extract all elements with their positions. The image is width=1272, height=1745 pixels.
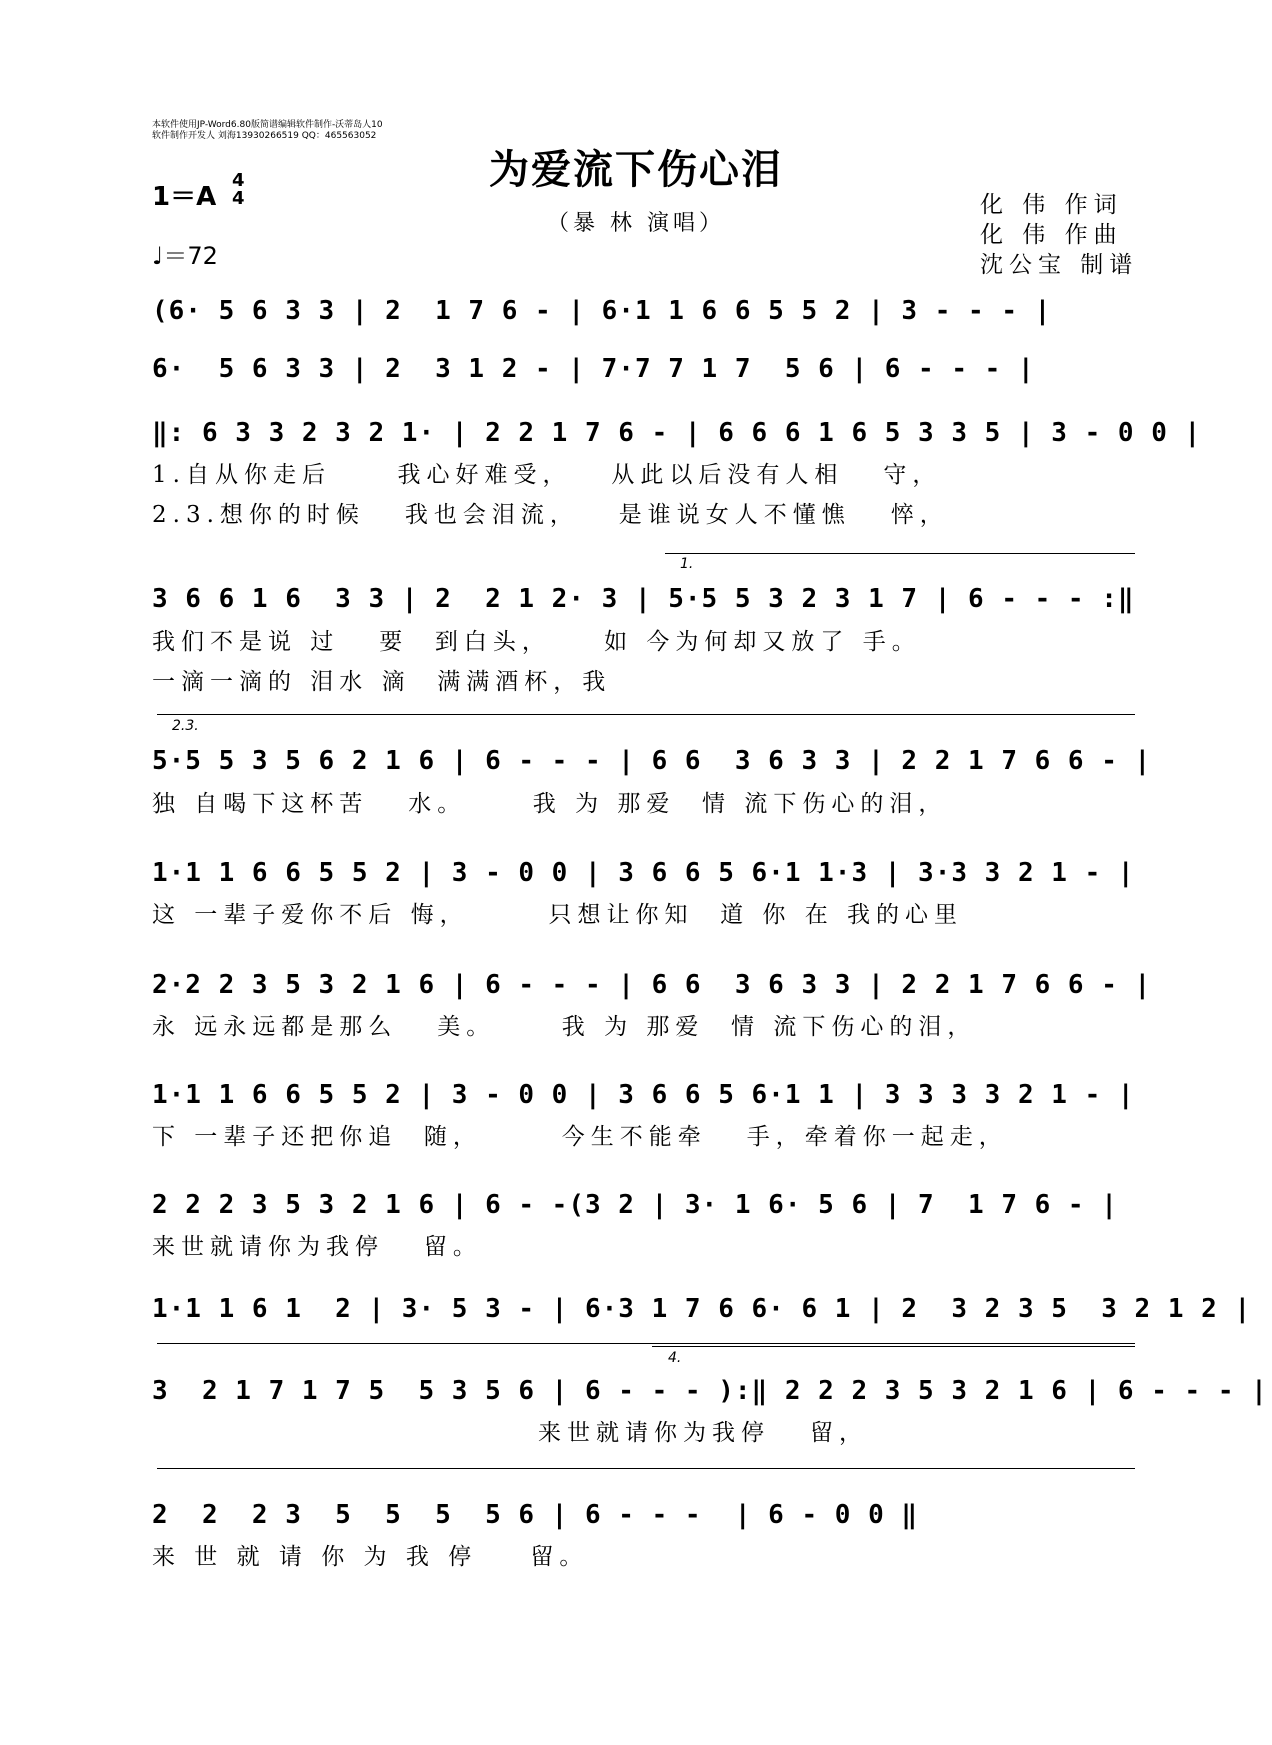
score-line-1: (6· 5 6 3 3 | 2 1 7 6 - | 6·1 1 6 6 5 5 2 | 3 - - - |	[152, 296, 1052, 326]
volta-label-1: 1.	[680, 556, 694, 572]
lyric-line-6: 这 一辈子爱你不后 悔， 只想让你知 道 你 在 我的心里	[152, 902, 964, 928]
meter-bottom: 4	[232, 188, 245, 209]
volta-label-4: 4.	[668, 1350, 682, 1366]
lyric-line-12: 来 世 就 请 你 为 我 停 留。	[152, 1544, 589, 1570]
volta-label-2: 2.3.	[172, 718, 199, 734]
lyric-line-11: 来世就请你为我停 留，	[152, 1420, 868, 1446]
lyric-line-7: 永 远永远都是那么 美。 我 为 那爱 情 流下伤心的泪，	[152, 1014, 977, 1040]
tempo-marking: ♩＝72	[152, 242, 218, 270]
composer-credit: 化 伟 作曲	[980, 222, 1123, 248]
lyric-line-4b: 一滴一滴的 泪水 滴 满满酒杯，我	[152, 669, 612, 695]
score-line-6: 1·1 1 6 6 5 5 2 | 3 - 0 0 | 3 6 6 5 6·1 1·3 | 3·3 3 2 1 - |	[152, 858, 1135, 888]
score-line-5: 5·5 5 3 5 6 2 1 6 | 6 - - - | 6 6 3 6 3 3 | 2 2 1 7 6 6 - |	[152, 746, 1152, 776]
coda-bracket	[157, 1468, 1135, 1469]
score-line-8: 1·1 1 6 6 5 5 2 | 3 - 0 0 | 3 6 6 5 6·1 1 | 3 3 3 3 2 1 - |	[152, 1080, 1135, 1110]
time-signature	[232, 172, 245, 208]
score-line-4: 3 6 6 1 6 3 3 | 2 2 1 2· 3 | 5·5 5 3 2 3 1 7 | 6 - - - :‖	[152, 584, 1135, 614]
score-line-7: 2·2 2 3 5 3 2 1 6 | 6 - - - | 6 6 3 6 3 3 | 2 2 1 7 6 6 - |	[152, 970, 1152, 1000]
score-line-2: 6· 5 6 3 3 | 2 3 1 2 - | 7·7 7 1 7 5 6 | 6 - - - |	[152, 354, 1035, 384]
score-line-10: 1·1 1 6 1 2 | 3· 5 3 - | 6·3 1 7 6 6· 6 1 | 2 3 2 3 5 3 2 1 2 |	[152, 1294, 1252, 1324]
score-line-11: 3 2 1 7 1 7 5 5 3 5 6 | 6 - - - ):‖ 2 2 2 3 5 3 2 1 6 | 6 - - - |	[152, 1376, 1268, 1406]
song-title: 为爱流下伤心泪	[489, 147, 783, 193]
lyricist-credit: 化 伟 作词	[980, 192, 1123, 218]
volta-bracket-2	[157, 714, 1135, 715]
lyric-line-4a: 我们不是说 过 要 到白头， 如 今为何却又放了 手。	[152, 629, 921, 655]
lyric-line-8: 下 一辈子还把你追 随， 今生不能牵 手，牵着你一起走，	[152, 1124, 1008, 1150]
lyric-line-3b: 2.3.想你的时候 我也会泪流， 是谁说女人不懂憔 悴，	[152, 502, 949, 528]
score-line-3: ‖: 6 3 3 2 3 2 1· | 2 2 1 7 6 - | 6 6 6 1 6 5 3 3 5 | 3 - 0 0 |	[152, 418, 1202, 448]
score-line-12: 2 2 2 3 5 5 5 5 6 | 6 - - - | 6 - 0 0 ‖	[152, 1500, 919, 1530]
volta-bracket-1	[665, 553, 1135, 554]
singer-subtitle: （暴 林 演唱）	[547, 211, 725, 236]
lyric-line-9: 来世就请你为我停 留。	[152, 1234, 482, 1260]
lyric-line-3a: 1.自从你走后 我心好难受， 从此以后没有人相 守，	[152, 462, 942, 488]
lyric-line-5: 独 自喝下这杯苦 水。 我 为 那爱 情 流下伤心的泪，	[152, 791, 948, 817]
software-note-2: 软件制作开发人 刘海13930266519 QQ：465563052	[152, 131, 377, 141]
score-line-9: 2 2 2 3 5 3 2 1 6 | 6 - -(3 2 | 3· 1 6· 5 6 | 7 1 7 6 - |	[152, 1190, 1118, 1220]
software-note-1: 本软件使用JP-Word6.80版简谱编辑软件制作-沃蒂岛人10	[152, 120, 383, 130]
meter-top: 4	[232, 170, 245, 191]
arranger-credit: 沈公宝 制谱	[980, 252, 1139, 278]
separator-line	[157, 1343, 1135, 1344]
key-signature: 1＝A	[152, 182, 217, 212]
volta-bracket-4	[652, 1346, 1135, 1347]
